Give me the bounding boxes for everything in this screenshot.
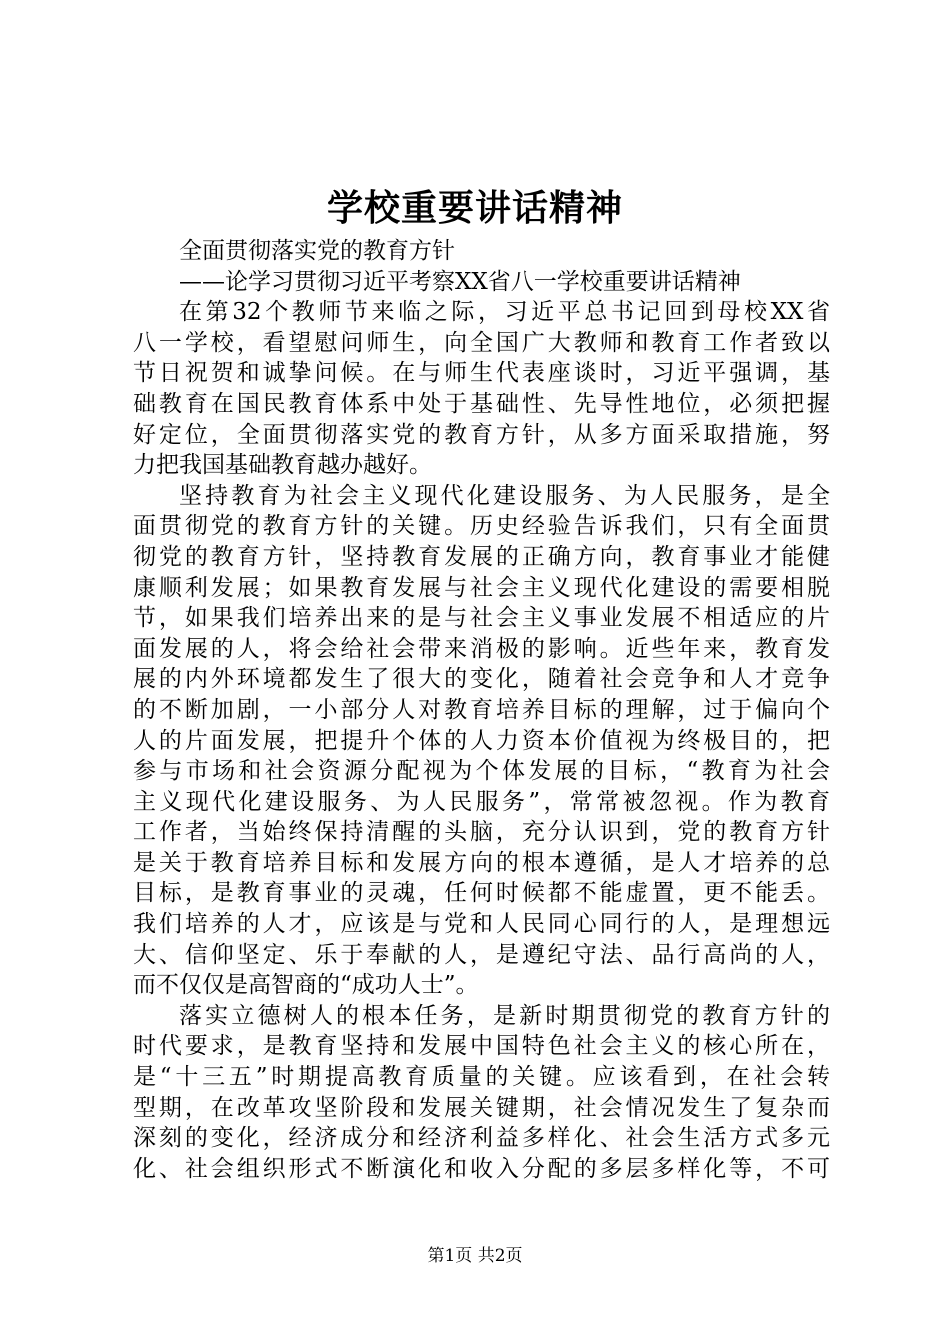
- body-line: 础教育在国民教育体系中处于基础性、先导性地位，必须把握: [133, 390, 830, 417]
- body-line: 面发展的人，将会给社会带来消极的影响。近些年来，教育发: [133, 635, 830, 662]
- body-line: 在第32个教师节来临之际，习近平总书记回到母校XX省: [179, 299, 830, 326]
- body-line: 落实立德树人的根本任务，是新时期贯彻党的教育方针的: [179, 1002, 830, 1029]
- document-body: [133, 236, 830, 1184]
- body-line: 康顺利发展；如果教育发展与社会主义现代化建设的需要相脱: [133, 574, 830, 601]
- section-heading: 全面贯彻落实党的教育方针: [179, 238, 455, 264]
- body-line: 化、社会组织形式不断演化和收入分配的多层多样化等，不可: [133, 1155, 830, 1182]
- body-line: 八一学校，看望慰问师生，向全国广大教师和教育工作者致以: [133, 329, 830, 356]
- section-subheading: ——论学习贯彻习近平考察XX省八一学校重要讲话精神: [179, 268, 741, 295]
- body-line: 力把我国基础教育越办越好。: [133, 452, 432, 479]
- body-line: 坚持教育为社会主义现代化建设服务、为人民服务，是全: [179, 482, 830, 509]
- page-footer: 第1页 共2页: [427, 1246, 523, 1266]
- body-line: 型期，在改革攻坚阶段和发展关键期，社会情况发生了复杂而: [133, 1094, 830, 1121]
- body-line: 节，如果我们培养出来的是与社会主义事业发展不相适应的片: [133, 605, 830, 632]
- body-line: 是关于教育培养目标和发展方向的根本遵循，是人才培养的总: [133, 849, 830, 876]
- body-line: 时代要求，是教育坚持和发展中国特色社会主义的核心所在，: [133, 1033, 830, 1060]
- body-line: 深刻的变化，经济成分和经济利益多样化、社会生活方式多元: [133, 1125, 830, 1152]
- body-line: 彻党的教育方针，坚持教育发展的正确方向，教育事业才能健: [133, 543, 830, 570]
- body-line: 工作者，当始终保持清醒的头脑，充分认识到，党的教育方针: [133, 819, 830, 846]
- body-line: 参与市场和社会资源分配视为个体发展的目标，“教育为社会: [133, 758, 830, 785]
- body-line: 主义现代化建设服务、为人民服务”，常常被忽视。作为教育: [133, 788, 830, 815]
- body-line: 好定位，全面贯彻落实党的教育方针，从多方面采取措施，努: [133, 421, 830, 448]
- document-title: 学校重要讲话精神: [326, 187, 623, 229]
- body-line: 节日祝贺和诚挚问候。在与师生代表座谈时，习近平强调，基: [133, 360, 830, 387]
- body-line: 是“十三五”时期提高教育质量的关键。应该看到，在社会转: [133, 1064, 830, 1091]
- body-line: 我们培养的人才，应该是与党和人民同心同行的人，是理想远: [133, 911, 830, 938]
- body-line: 的不断加剧，一小部分人对教育培养目标的理解，过于偏向个: [133, 696, 830, 723]
- body-line: 面贯彻党的教育方针的关键。历史经验告诉我们，只有全面贯: [133, 513, 830, 540]
- body-line: 人的片面发展，把提升个体的人力资本价值视为终极目的，把: [133, 727, 830, 754]
- body-line: 大、信仰坚定、乐于奉献的人，是遵纪守法、品行高尚的人，: [133, 941, 830, 968]
- body-line: 展的内外环境都发生了很大的变化，随着社会竞争和人才竞争: [133, 666, 830, 693]
- body-line: 而不仅仅是高智商的“成功人士”。: [133, 972, 479, 999]
- body-line: 目标，是教育事业的灵魂，任何时候都不能虚置，更不能丢。: [133, 880, 830, 907]
